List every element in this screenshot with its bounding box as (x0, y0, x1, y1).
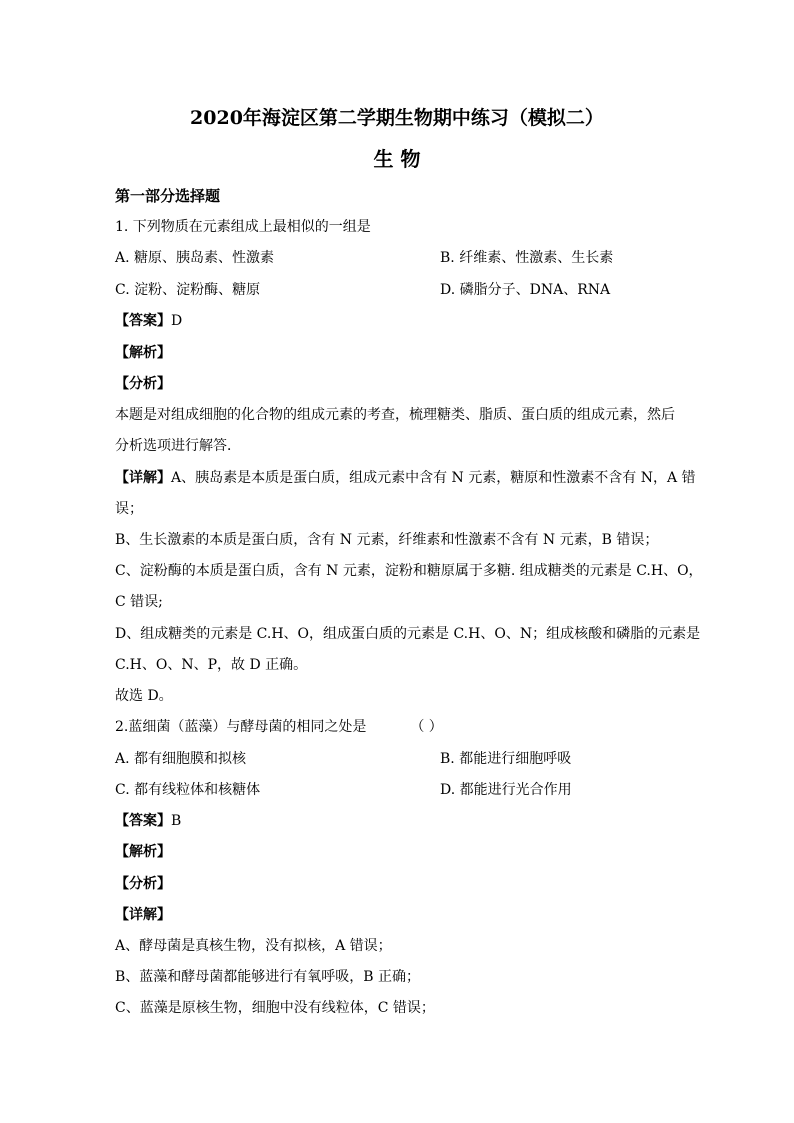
question-1-jiexi-tag: 【解析】 (115, 345, 171, 361)
question-2-option-a: A. 都有细胞膜和拟核 (115, 751, 247, 767)
question-1-option-a: A. 糖原、胰岛素、性激素 (115, 250, 275, 266)
answer-value: B (171, 813, 182, 829)
question-1-detail-line-1 (115, 470, 696, 486)
question-2-fenxi-tag: 【分析】 (115, 876, 171, 892)
question-1-option-d: D. 磷脂分子、DNA、RNA (440, 282, 611, 298)
question-2-detail-line-1: A、酵母菌是真核生物，没有拟核，A 错误； (115, 938, 392, 954)
document-subtitle: 生 物 (373, 147, 421, 171)
detail-tag: 【详解】 (115, 470, 171, 486)
question-1-detail-line-6: D、组成糖类的元素是 C.H、O，组成蛋白质的元素是 C.H、O、N；组成核酸和磷脂的元素是 (115, 626, 701, 642)
question-2-stem-line (115, 719, 443, 735)
question-2-paren: （ ） (410, 719, 443, 735)
question-2-jiexi-tag: 【解析】 (115, 844, 171, 860)
question-2-detail-tag: 【详解】 (115, 907, 171, 923)
question-1-analysis-line-2: 分析选项进行解答． (115, 438, 241, 454)
detail-text: A、胰岛素是本质是蛋白质，组成元素中含有 N 元素，糖原和性激素不含有 N，A 错 (171, 470, 696, 486)
question-2-detail-line-2: B、蓝藻和酵母菌都能够进行有氧呼吸，B 正确； (115, 969, 421, 985)
answer-value: D (171, 313, 183, 329)
answer-tag: 【答案】 (115, 813, 171, 829)
question-1-detail-line-3: B、生长激素的本质是蛋白质，含有 N 元素，纤维素和性激素不含有 N 元素，B 错误； (115, 532, 659, 548)
question-1-detail-line-2: 误； (115, 501, 143, 517)
question-1-option-b: B. 纤维素、性激素、生长素 (440, 250, 614, 266)
question-2-detail-line-3: C、蓝藻是原核生物，细胞中没有线粒体，C 错误； (115, 1000, 435, 1016)
question-2-answer (115, 813, 181, 829)
section-heading: 第一部分选择题 (115, 187, 221, 205)
question-1-answer (115, 313, 182, 329)
question-1-conclusion: 故选 D。 (115, 688, 173, 704)
answer-tag: 【答案】 (115, 313, 171, 329)
question-1-detail-line-5: C 错误; (115, 594, 163, 610)
question-2-option-b: B. 都能进行细胞呼吸 (440, 751, 572, 767)
question-2-option-d: D. 都能进行光合作用 (440, 782, 572, 798)
document-title: 2020年海淀区第二学期生物期中练习（模拟二） (190, 107, 604, 129)
question-1-option-c: C. 淀粉、淀粉酶、糖原 (115, 282, 261, 298)
question-1-stem: 1. 下列物质在元素组成上最相似的一组是 (115, 219, 371, 235)
question-1-detail-line-7: C.H、O、N、P，故 D 正确。 (115, 657, 308, 673)
question-2-stem: 2.蓝细菌（蓝藻）与酵母菌的相同之处是 (115, 719, 367, 735)
question-1-detail-line-4: C、淀粉酶的本质是蛋白质，含有 N 元素，淀粉和糖原属于多糖. 组成糖类的元素是 C.H、O， (115, 563, 703, 579)
question-1-fenxi-tag: 【分析】 (115, 376, 171, 392)
question-2-option-c: C. 都有线粒体和核糖体 (115, 782, 261, 798)
question-1-analysis-line-1: 本题是对组成细胞的化合物的组成元素的考查，梳理糖类、脂质、蛋白质的组成元素，然后 (115, 407, 675, 423)
